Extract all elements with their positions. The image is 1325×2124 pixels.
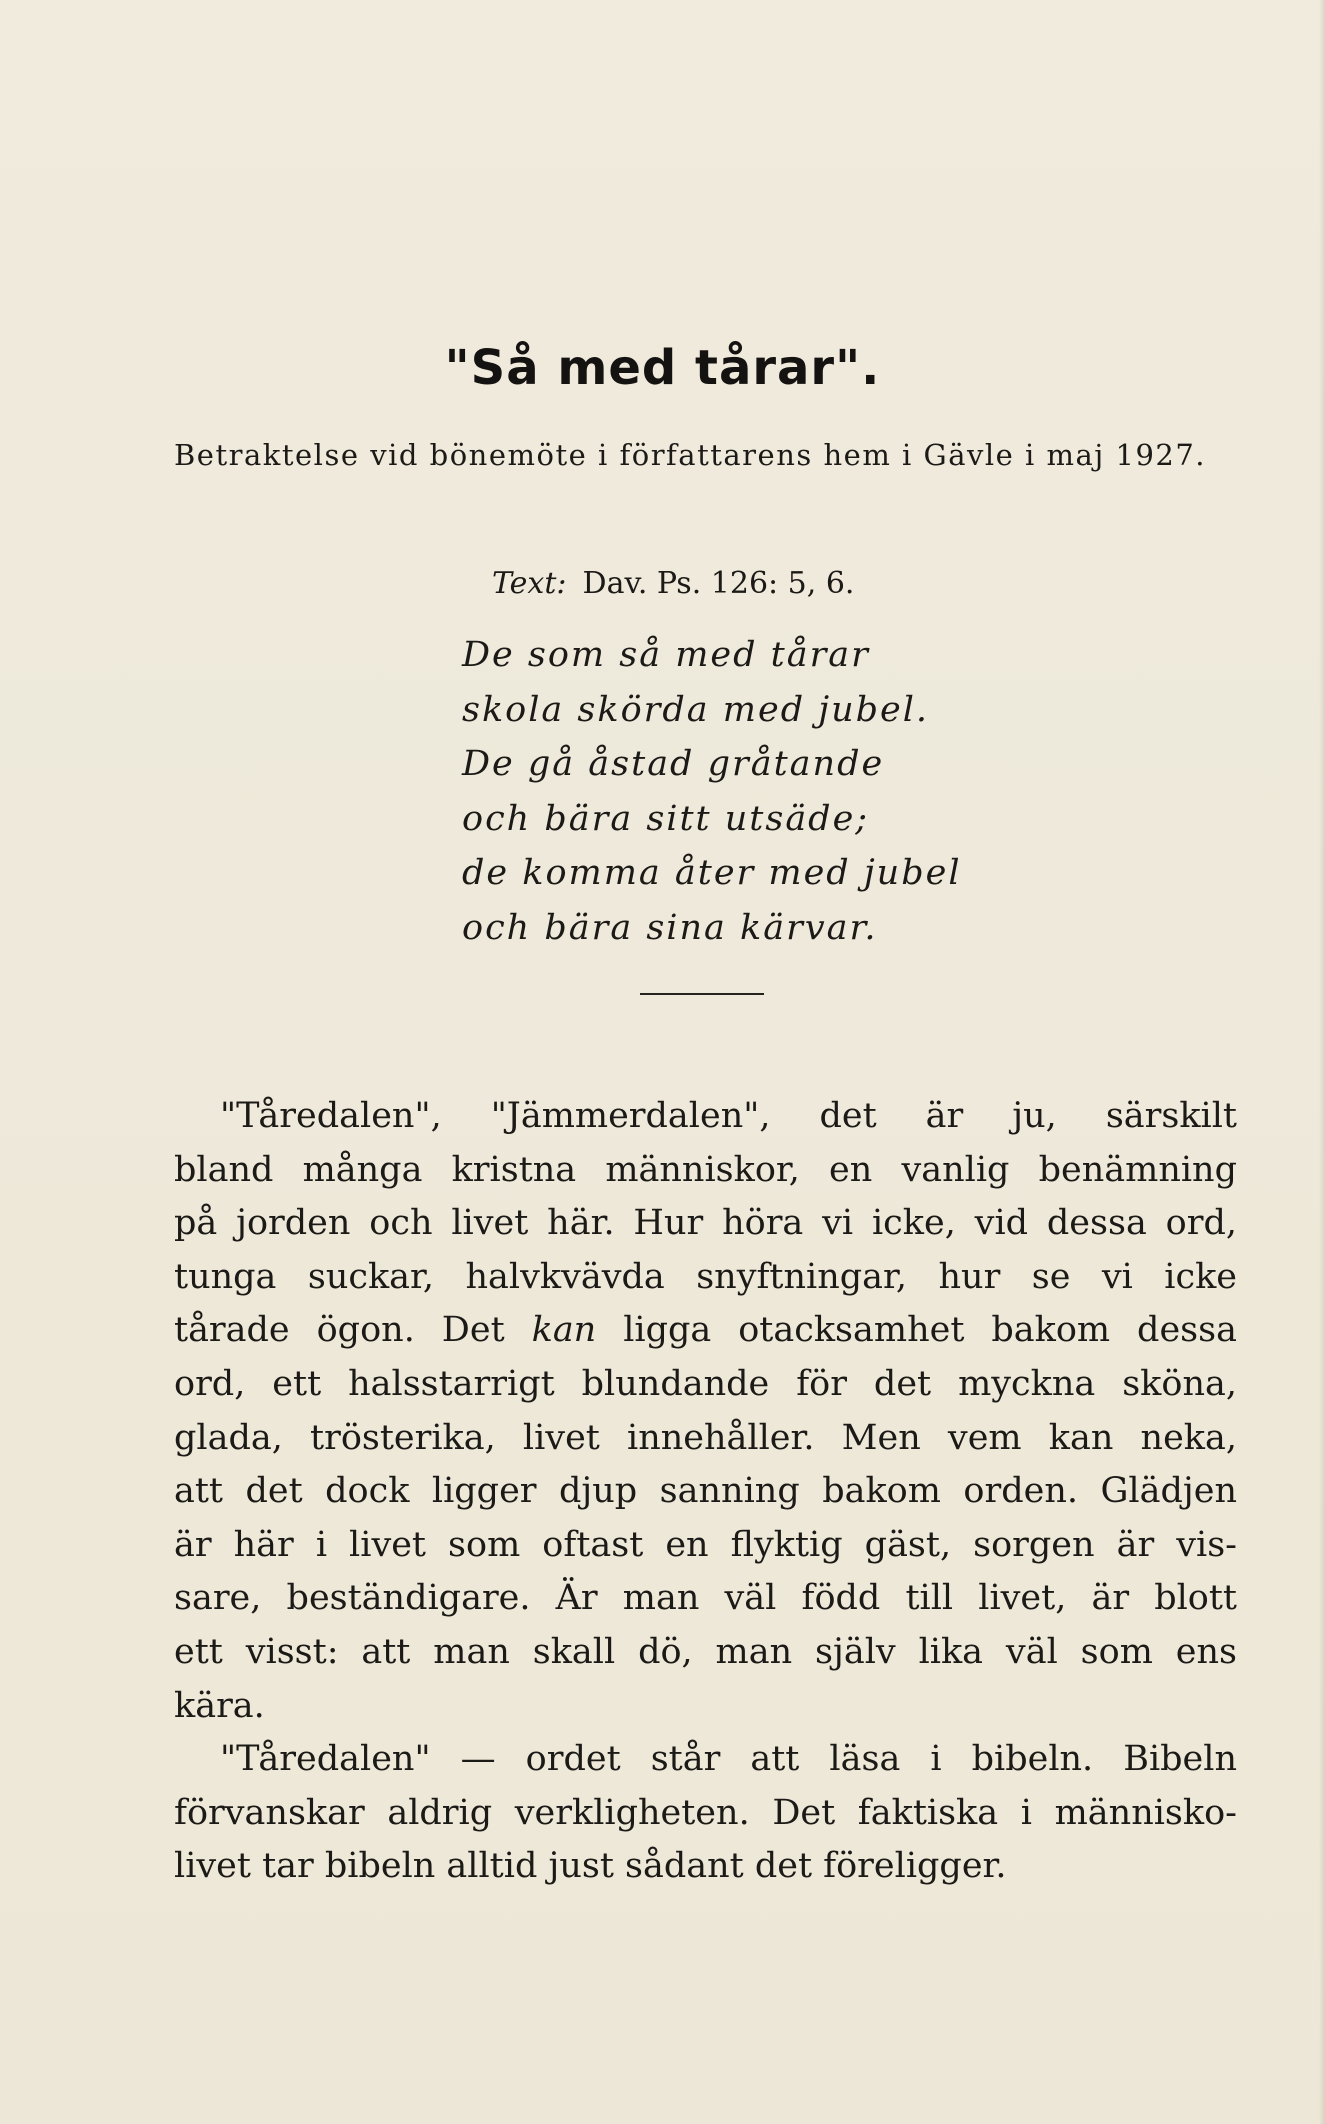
section-divider: [640, 993, 764, 995]
verse-line: och bära sitt utsäde;: [462, 798, 870, 839]
verse-line: de komma åter med jubel: [462, 853, 962, 893]
chapter-title: "Så med tårar".: [444, 340, 881, 396]
paragraph-1-line: glada, trösterika, livet innehåller. Men vem kan neka,: [174, 1417, 1237, 1458]
body-text: [174, 1090, 1237, 1894]
paragraph-1-line: att det dock ligger djup sanning bakom orden. Glädjen: [174, 1471, 1237, 1512]
paragraph-2-line: "Tåredalen" — ordet står att läsa i bibeln. Bibeln: [220, 1739, 1237, 1780]
paragraph-1-line: sare, beständigare. Är man väl född till livet, är blott: [174, 1578, 1237, 1619]
scripture-reference-citation: Dav. Ps. 126: 5, 6.: [582, 566, 855, 601]
line-text: ligga otacksamhet bakom dessa: [623, 1310, 1237, 1351]
paragraph-1-line: "Tåredalen", "Jämmerdalen", det är ju, särskilt: [220, 1096, 1237, 1136]
verse-block: [462, 628, 962, 955]
paragraph-1-line: tunga suckar, halvkvävda snyftningar, hur se vi icke: [174, 1256, 1237, 1297]
scripture-reference: [492, 566, 854, 601]
paragraph-1-line: [174, 1304, 1237, 1358]
verse-line: De som så med tårar: [462, 635, 870, 675]
paragraph-1-line: ord, ett halsstarrigt blundande för det myckna sköna,: [174, 1363, 1237, 1404]
paragraph-2-line: förvanskar aldrig verkligheten. Det faktiska i människo-: [174, 1792, 1237, 1833]
chapter-subtitle: Betraktelse vid bönemöte i författarens hem i Gävle i maj 1927.: [174, 438, 1207, 472]
paragraph-1-line: ett visst: att man skall dö, man själv lika väl som ens: [174, 1631, 1237, 1672]
paragraph-1-line: på jorden och livet här. Hur höra vi icke, vid dessa ord,: [174, 1203, 1237, 1244]
paragraph-1-line: kära.: [174, 1685, 265, 1726]
paragraph-2-line: livet tar bibeln alltid just sådant det föreligger.: [174, 1846, 1007, 1887]
emphasized-word: kan: [531, 1310, 597, 1351]
verse-line: skola skörda med jubel.: [462, 689, 930, 730]
scripture-reference-label: Text:: [492, 566, 567, 601]
paragraph-1-line: bland många kristna människor, en vanlig benämning: [174, 1149, 1237, 1190]
verse-line: De gå åstad gråtande: [462, 744, 885, 784]
line-text: tårade ögon. Det: [174, 1310, 505, 1351]
paragraph-1-line: är här i livet som oftast en flyktig gäst, sorgen är vis-: [174, 1524, 1237, 1565]
verse-line: och bära sina kärvar.: [462, 907, 878, 948]
